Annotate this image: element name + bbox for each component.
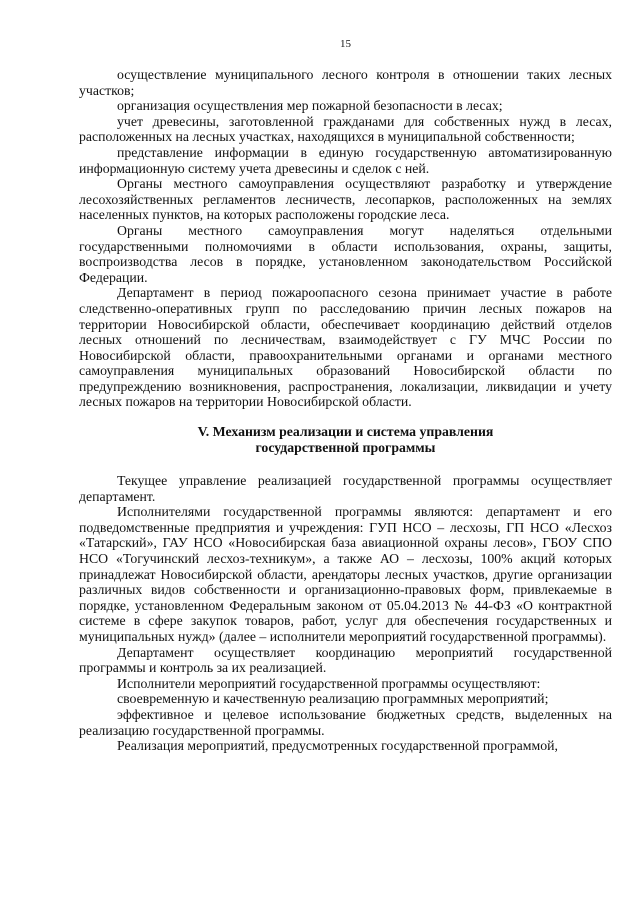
paragraph: Реализация мероприятий, предусмотренных государственной программой,: [117, 738, 558, 754]
paragraph: эффективное и целевое использование бюджетных средств, выделенных на реализацию государственной программы.: [79, 706, 612, 738]
section-heading-line-1: V. Механизм реализации и система управления: [197, 424, 494, 440]
section-heading: [79, 424, 612, 456]
paragraph: осуществление муниципального лесного контроля в отношении таких лесных участков;: [79, 67, 612, 98]
paragraph: организация осуществления мер пожарной безопасности в лесах;: [117, 98, 503, 114]
page-number: 15: [340, 38, 351, 50]
paragraph: представление информации в единую государственную автоматизированную информационную систему учета древесины и сделок с ней.: [79, 144, 612, 176]
paragraph: Органы местного самоуправления могут наделяться отдельными государственными полномочиями в области использования, охраны, защиты, воспроизводства лесов в порядке, установленном законодательством Российской Федерации.: [79, 222, 612, 285]
paragraph: учет древесины, заготовленной гражданами для собственных нужд в лесах, расположенных на лесных участках, находящихся в муниципальной собственности;: [79, 113, 612, 145]
paragraph: своевременную и качественную реализацию программных мероприятий;: [117, 691, 549, 707]
paragraph: Органы местного самоуправления осуществляют разработку и утверждение лесохозяйственных регламентов лесничеств, лесопарков, расположенных на землях населенных пунктов, на которых расположены городские леса.: [79, 176, 612, 223]
paragraph: Исполнителями государственной программы являются: департамент и его подведомственные предприятия и учреждения: ГУП НСО – лесхозы, ГП НСО «Лесхоз «Татарский», ГАУ НСО «Новосибирская база авиационной охраны лесов», ГБОУ СПО НСО «Тогучинский лесхоз-техникум», а также АО – лесхозы, 100% акций которых принадлежат Новосибирской области, арендаторы лесных участков, другие организации различных видов собственности и организационно-правовых форм, привлекаемые в порядке, установленном Федеральным законом от 05.04.2013 № 44-ФЗ «О контрактной системе в сфере закупок товаров, работ, услуг для обеспечения государственных и муниципальных нужд» (далее – исполнители мероприятий государственной программы).: [79, 504, 612, 644]
paragraph: Исполнители мероприятий государственной программы осуществляют:: [117, 675, 541, 691]
body-text-top: [79, 67, 612, 410]
paragraph: Департамент в период пожароопасного сезона принимает участие в работе следственно-оперативных групп по расследованию причин лесных пожаров на территории Новосибирской области, обеспечивает координацию действий отделов лесных отношений по лесничествам, взаимодействует с ГУ МЧС России по Новосибирской области, правоохранительными органами и органами местного самоуправления муниципальных образований Новосибирской области по предупреждению возникновения, распространения, локализации, ликвидации и учету лесных пожаров на территории Новосибирской области.: [79, 285, 612, 410]
body-text-bottom: [79, 473, 612, 754]
section-heading-line-2: государственной программы: [255, 440, 436, 456]
paragraph: Текущее управление реализацией государственной программы осуществляет департамент.: [79, 473, 612, 504]
paragraph: Департамент осуществляет координацию мероприятий государственной программы и контроль за их реализацией.: [79, 644, 612, 676]
